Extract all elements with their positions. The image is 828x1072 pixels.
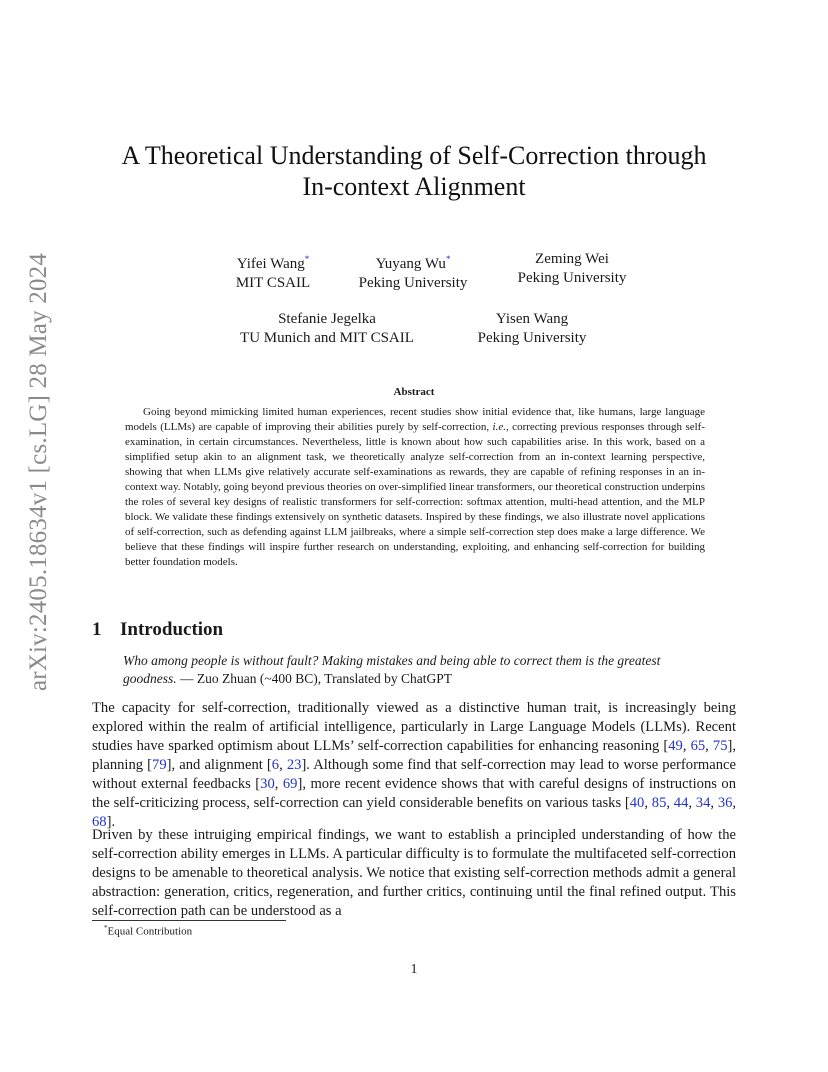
- author-block: [510, 250, 634, 288]
- equal-contribution-mark[interactable]: *: [304, 254, 310, 264]
- section-number: 1: [92, 619, 102, 640]
- author-name: Yuyang Wu*: [375, 254, 451, 272]
- title-line-2: In-context Alignment: [302, 172, 526, 201]
- citation-link[interactable]: 75: [712, 738, 728, 754]
- author-name: Yifei Wang*: [236, 254, 310, 272]
- citation-link[interactable]: 36: [717, 795, 733, 811]
- author-block: [470, 310, 594, 348]
- author-affiliation: Peking University: [517, 270, 627, 286]
- title-line-1: A Theoretical Understanding of Self-Correction through: [121, 141, 707, 170]
- author-block: [232, 310, 422, 348]
- citation-link[interactable]: 49: [668, 738, 683, 754]
- author-affiliation: Peking University: [477, 330, 587, 346]
- abstract-body: Going beyond mimicking limited human experiences, recent studies show initial evidence that, like humans, large language models (LLMs) are capable of improving their abilities purely by self-correction, i.e., correcting previous responses through self-examination, in certain circumstances. Nevertheless, little is known about how such capabilities arise. In this work, based on a simplified setup akin to an alignment task, we theoretically analyze self-correction from an in-context learning perspective, showing that when LLMs give relatively accurate self-examinations as rewards, they are capable of refining responses in an in-context way. Notably, going beyond previous theories on over-simplified linear transformers, our theoretical construction underpins the roles of several key designs of realistic transformers for self-correction: softmax attention, multi-head attention, and the MLP block. We validate these findings extensively on synthetic datasets. Inspired by these findings, we also illustrate novel applications of self-correction, such as defending against LLM jailbreaks, where a simple self-correction step does make a large difference. We believe that these findings will inspire further research on understanding, exploiting, and enhancing self-correction for building better foundation models.: [125, 406, 705, 568]
- quote-attribution: — Zuo Zhuan (~400 BC), Translated by ChatGPT: [176, 671, 453, 686]
- author-block: [352, 250, 474, 293]
- equal-contribution-mark[interactable]: *: [445, 254, 451, 264]
- citation-link[interactable]: 65: [690, 738, 706, 754]
- citation-link[interactable]: 23: [286, 757, 302, 773]
- author-affiliation: MIT CSAIL: [235, 275, 311, 291]
- footnote-divider: [92, 920, 286, 921]
- author-name: Yisen Wang: [495, 311, 569, 327]
- author-block: [230, 250, 316, 293]
- author-name: Stefanie Jegelka: [278, 311, 376, 327]
- citation-link[interactable]: 30: [260, 776, 275, 792]
- citation-link[interactable]: 79: [152, 757, 167, 773]
- section-title: Introduction: [120, 619, 224, 640]
- arxiv-identifier: arXiv:2405.18634v1 [cs.LG] 28 May 2024: [25, 252, 52, 692]
- section-heading-introduction: [92, 619, 223, 641]
- footnote-mark: *: [104, 924, 108, 932]
- intro-paragraph-1: The capacity for self-correction, traditionally viewed as a distinctive human trait, is increasingly being explored within the realm of artificial intelligence, particularly in Large Language Models (LLMs). Recent studies have sparked optimism about LLMs’ self-correction capabilities for enhancing reasoning [49, 65, 75], planning [79], and alignment [6, 23]. Although some find that self-correction may lead to worse performance without external feedbacks [30, 69], more recent evidence shows that with careful designs of instructions on the self-criticizing process, self-correction can yield considerable benefits on various tasks [40, 85, 44, 34, 36, 68].: [92, 700, 737, 830]
- page-number: 1: [410, 962, 418, 977]
- citation-link[interactable]: 40: [629, 795, 645, 811]
- citation-link[interactable]: 34: [695, 795, 711, 811]
- citation-link[interactable]: 69: [282, 776, 298, 792]
- citation-link[interactable]: 6: [271, 757, 280, 773]
- author-name: Zeming Wei: [535, 251, 609, 267]
- arxiv-side-stamp: [22, 252, 56, 692]
- intro-paragraph-2: Driven by these intruiging empirical findings, we want to establish a principled understanding of how the self-correction ability emerges in LLMs. A particular difficulty is to formulate the multifaceted self-correction designs to be amenable to theoretical analysis. We notice that existing self-correction methods admit a general abstraction: generation, critics, regeneration, and further critics, continuing until the final refined output. This self-correction path can be understood as a: [92, 827, 736, 919]
- author-affiliation: TU Munich and MIT CSAIL: [240, 330, 414, 346]
- abstract-heading: Abstract: [393, 386, 435, 398]
- quote-text: Who among people is without fault? Making mistakes and being able to correct them is the greatest goodness.: [123, 653, 661, 686]
- paper-title: [60, 140, 768, 202]
- citation-link[interactable]: 85: [651, 795, 667, 811]
- epigraph-quote: [123, 652, 713, 688]
- footnote: [104, 924, 192, 938]
- citation-link[interactable]: 44: [673, 795, 689, 811]
- citation-link[interactable]: 68: [92, 814, 107, 830]
- author-affiliation: Peking University: [358, 275, 468, 291]
- footnote-text: Equal Contribution: [107, 925, 193, 938]
